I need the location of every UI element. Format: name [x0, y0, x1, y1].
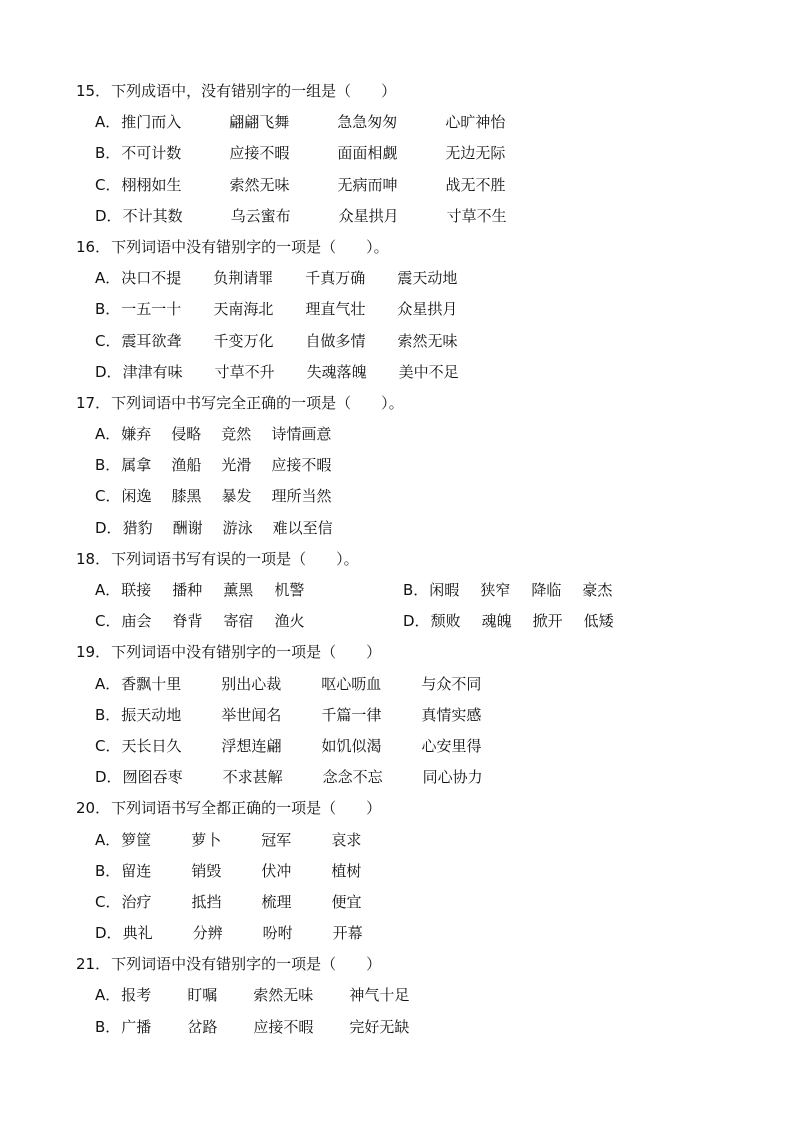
option-word: 闲暇 [429, 581, 460, 599]
option-word: 箩筐 [121, 830, 152, 849]
option-word: 报考 [121, 986, 152, 1005]
option-word: 决口不提 [121, 269, 182, 288]
option-word: 神气十足 [349, 986, 410, 1005]
question-19 [76, 637, 794, 793]
option-word: 销毁 [191, 861, 222, 880]
option-word: 闲逸 [121, 487, 152, 506]
option-word: 自做多情 [305, 331, 366, 350]
question-stem: 下列词语中没有错别字的一项是（ ） [111, 955, 382, 974]
option-word: 真情实感 [421, 705, 482, 724]
option-word: 浮想连翩 [221, 736, 282, 755]
option-word: 失魂落魄 [306, 362, 367, 381]
question-stem: 下列词语书写全都正确的一项是（ ） [111, 799, 382, 818]
option-word: 猎豹 [122, 518, 153, 537]
option-word: 不可计数 [121, 144, 182, 163]
question-stem: 下列词语中没有错别字的一项是（ ）。 [111, 237, 389, 256]
option-word: 嫌弃 [121, 425, 152, 444]
question-stem-line [76, 949, 794, 980]
question-number: 18． [76, 549, 111, 568]
option-word: 降临 [531, 581, 562, 599]
question-number: 15． [76, 82, 111, 100]
option-word: 酬谢 [172, 518, 203, 537]
option-a [76, 263, 794, 294]
option-word: 理直气壮 [305, 300, 366, 319]
option-word: 广播 [121, 1017, 152, 1036]
option-a [76, 980, 794, 1011]
option-word: 诗情画意 [271, 425, 332, 444]
option-word: 典礼 [122, 924, 153, 943]
option-word: 侵略 [171, 425, 202, 444]
option-b [76, 1012, 794, 1043]
option-word: 颓败 [430, 612, 461, 631]
option-word: 心旷神怡 [445, 113, 506, 132]
option-word: 薰黑 [223, 581, 254, 599]
option-letter: C． [95, 487, 121, 506]
option-word: 膝黑 [171, 487, 202, 506]
option-word: 吩咐 [262, 924, 293, 943]
option-word: 难以至信 [272, 518, 333, 537]
question-17 [76, 388, 794, 544]
option-word: 索然无味 [397, 331, 458, 350]
option-word: 治疗 [121, 892, 152, 911]
option-word: 翩翩飞舞 [229, 113, 290, 132]
question-stem-line [76, 637, 794, 668]
option-b [76, 294, 794, 325]
option-word: 抵挡 [191, 892, 222, 911]
option-word: 梳理 [261, 892, 292, 911]
question-stem: 下列词语书写有误的一项是（ ）。 [111, 549, 359, 568]
option-word: 魂魄 [481, 612, 512, 631]
option-word: 冠军 [261, 830, 292, 849]
option-letter: B． [95, 144, 121, 163]
option-letter: C． [95, 175, 121, 194]
option-word: 急急匆匆 [337, 113, 398, 132]
question-18 [76, 544, 794, 638]
options-list [76, 575, 794, 637]
option-word: 天长日久 [121, 736, 182, 755]
option-letter: C． [95, 612, 121, 631]
options-list [76, 980, 794, 1042]
option-word: 众星拱月 [397, 300, 458, 319]
option-word: 寸草不生 [446, 206, 507, 225]
option-b [76, 700, 794, 731]
option-word: 机警 [274, 581, 305, 599]
question-number: 17． [76, 393, 111, 412]
option-word: 同心协力 [422, 768, 483, 787]
option-letter: A． [95, 674, 121, 693]
option-word: 暴发 [221, 487, 252, 506]
option-word: 举世闻名 [221, 705, 282, 724]
option-word: 渔火 [274, 612, 305, 631]
option-word: 豪杰 [582, 581, 613, 599]
option-word: 念念不忘 [322, 768, 383, 787]
option-b [76, 450, 794, 481]
question-20 [76, 793, 794, 949]
option-letter: D． [95, 768, 122, 787]
option-word: 无病而呻 [337, 175, 398, 194]
option-word: 植树 [331, 861, 362, 880]
option-letter: C． [95, 892, 121, 911]
option-a [76, 575, 384, 606]
question-number: 20． [76, 799, 111, 818]
option-word: 天南海北 [213, 300, 274, 319]
option-word: 震天动地 [397, 269, 458, 288]
option-d [384, 606, 692, 637]
option-word: 留连 [121, 861, 152, 880]
options-list [76, 419, 794, 544]
option-a [76, 669, 794, 700]
option-word: 狭窄 [480, 581, 511, 599]
option-word: 盯嘱 [187, 986, 218, 1005]
option-word: 推门而入 [121, 113, 182, 132]
options-list [76, 263, 794, 388]
option-d [76, 357, 794, 388]
options-list [76, 825, 794, 950]
option-word: 千篇一律 [321, 705, 382, 724]
option-c [76, 731, 794, 762]
question-stem-line [76, 793, 794, 824]
option-word: 香飘十里 [121, 674, 182, 693]
option-letter: A． [95, 425, 121, 444]
option-word: 千变万化 [213, 331, 274, 350]
option-word: 美中不足 [398, 362, 459, 381]
option-word: 千真万确 [305, 269, 366, 288]
option-word: 竞然 [221, 425, 252, 444]
option-word: 低矮 [583, 612, 614, 631]
option-word: 脊背 [172, 612, 203, 631]
option-word: 应接不暇 [271, 456, 332, 475]
question-stem-line [76, 76, 794, 107]
option-d [76, 513, 794, 544]
option-word: 渔船 [171, 456, 202, 475]
option-a [76, 825, 794, 856]
option-letter: A． [95, 830, 121, 849]
option-word: 呕心呖血 [321, 674, 382, 693]
option-b [76, 138, 794, 169]
option-a [76, 107, 794, 138]
option-letter: B． [95, 705, 121, 724]
option-letter: B． [95, 861, 121, 880]
question-stem-line [76, 388, 794, 419]
option-word: 岔路 [187, 1017, 218, 1036]
option-word: 应接不暇 [253, 1017, 314, 1036]
option-word: 一五一十 [121, 300, 182, 319]
option-letter: A． [95, 269, 121, 288]
option-word: 如饥似渴 [321, 736, 382, 755]
option-word: 萝卜 [191, 830, 222, 849]
option-d [76, 762, 794, 793]
option-word: 便宜 [331, 892, 362, 911]
option-c [76, 606, 384, 637]
option-d [76, 918, 794, 949]
option-letter: A． [95, 113, 121, 132]
option-letter: D． [95, 362, 122, 381]
question-stem: 下列词语中书写完全正确的一项是（ ）。 [111, 393, 404, 412]
option-letter: B． [403, 581, 429, 599]
option-word: 不求甚解 [222, 768, 283, 787]
option-word: 别出心裁 [221, 674, 282, 693]
question-number: 21． [76, 955, 111, 974]
option-c [76, 481, 794, 512]
question-15 [76, 76, 794, 232]
option-letter: D． [95, 924, 122, 943]
option-c [76, 326, 794, 357]
option-c [76, 887, 794, 918]
option-letter: A． [95, 581, 121, 599]
option-word: 不计其数 [122, 206, 183, 225]
option-word: 播种 [172, 581, 203, 599]
option-word: 面面相觑 [337, 144, 398, 163]
option-letter: D． [95, 518, 122, 537]
option-word: 开幕 [332, 924, 363, 943]
option-word: 庙会 [121, 612, 152, 631]
option-word: 哀求 [331, 830, 362, 849]
option-word: 心安里得 [421, 736, 482, 755]
question-stem-line [76, 544, 794, 575]
option-b [384, 575, 692, 606]
options-list [76, 669, 794, 794]
option-c [76, 170, 794, 201]
option-word: 寸草不升 [214, 362, 275, 381]
question-stem: 下列成语中，没有错别字的一组是（ ） [111, 82, 397, 100]
option-word: 索然无味 [229, 175, 290, 194]
option-word: 应接不暇 [229, 144, 290, 163]
question-16 [76, 232, 794, 388]
option-word: 分辨 [192, 924, 223, 943]
option-word: 寄宿 [223, 612, 254, 631]
option-letter: B． [95, 1017, 121, 1036]
option-word: 振天动地 [121, 705, 182, 724]
option-word: 无边无际 [445, 144, 506, 163]
option-letter: C． [95, 331, 121, 350]
option-word: 囫囵吞枣 [122, 768, 183, 787]
option-word: 理所当然 [271, 487, 332, 506]
option-word: 与众不同 [421, 674, 482, 693]
question-21 [76, 949, 794, 1043]
option-word: 战无不胜 [445, 175, 506, 194]
option-word: 属拿 [121, 456, 152, 475]
option-word: 掀开 [532, 612, 563, 631]
option-letter: D． [95, 206, 122, 225]
option-word: 完好无缺 [349, 1017, 410, 1036]
option-letter: A． [95, 986, 121, 1005]
option-word: 众星拱月 [338, 206, 399, 225]
option-a [76, 419, 794, 450]
option-word: 乌云蜜布 [230, 206, 291, 225]
question-number: 19． [76, 643, 111, 662]
option-word: 索然无味 [253, 986, 314, 1005]
option-letter: B． [95, 456, 121, 475]
question-stem: 下列词语中没有错别字的一项是（ ） [111, 643, 382, 662]
option-word: 津津有味 [122, 362, 183, 381]
option-word: 光滑 [221, 456, 252, 475]
option-word: 伏冲 [261, 861, 292, 880]
option-word: 联接 [121, 581, 152, 599]
option-letter: D． [403, 612, 430, 631]
question-stem-line [76, 232, 794, 263]
question-number: 16． [76, 237, 111, 256]
option-d [76, 201, 794, 232]
option-letter: C． [95, 736, 121, 755]
options-list [76, 107, 794, 232]
option-b [76, 856, 794, 887]
option-letter: B． [95, 300, 121, 319]
option-word: 震耳欲聋 [121, 331, 182, 350]
option-word: 栩栩如生 [121, 175, 182, 194]
option-word: 游泳 [222, 518, 253, 537]
option-word: 负荆请罪 [213, 269, 274, 288]
